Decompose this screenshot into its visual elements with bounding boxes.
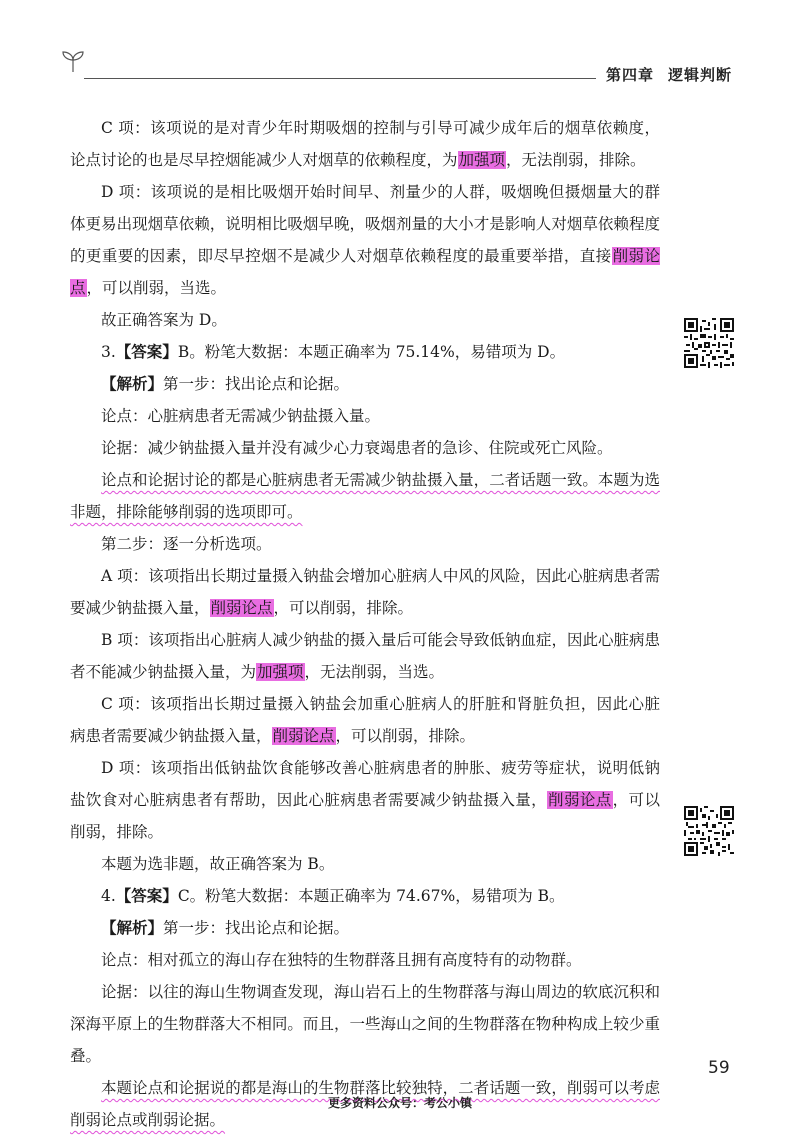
question-3-lundian: 论点：心脏病患者无需减少钠盐摄入量。: [101, 407, 381, 425]
chapter-number: 第四章: [606, 66, 655, 84]
question-3-answer: 3.【答案】B。粉笔大数据：本题正确率为 75.14%，易错项为 D。: [101, 343, 566, 361]
footer-text: 更多资料公众号：考公小镇: [327, 1096, 472, 1110]
page-body: [70, 112, 660, 1136]
qr-code-icon[interactable]: [684, 318, 734, 368]
question-3-analysis: 【解析】第一步：找出论点和论据。: [101, 375, 350, 393]
sprout-icon: [60, 48, 86, 74]
paragraph-option-c: C 项：该项说的是对青少年时期吸烟的控制与引导可减少成年后的烟草依赖度，论点讨论的也是尽早控烟能减少人对烟草的依赖程度，为加强项，无法削弱，排除。: [70, 119, 660, 169]
question-3-lunju: 论据：减少钠盐摄入量并没有减少心力衰竭患者的急诊、住院或死亡风险。: [101, 439, 613, 457]
header-divider: [84, 78, 596, 79]
question-3-option-a: A 项：该项指出长期过量摄入钠盐会增加心脏病人中风的风险，因此心脏病患者需要减少钠盐摄入量，削弱论点，可以削弱，排除。: [70, 567, 660, 617]
qr-code-icon[interactable]: [684, 806, 734, 856]
question-4-analysis: 【解析】第一步：找出论点和论据。: [101, 919, 350, 937]
question-3-summary: 论点和论据讨论的都是心脏病患者无需减少钠盐摄入量，二者话题一致。本题为选非题，排除能够削弱的选项即可。: [70, 471, 660, 521]
highlight-tag: 加强项: [458, 151, 506, 169]
highlight-tag: 削弱论点: [272, 727, 335, 745]
page-header: [0, 0, 800, 100]
paragraph-conclusion: 故正确答案为 D。: [101, 311, 227, 329]
highlight-tag: 削弱论点: [548, 791, 612, 809]
question-4-lundian: 论点：相对孤立的海山存在独特的生物群落且拥有高度特有的动物群。: [101, 951, 582, 969]
section-title: 逻辑判断: [668, 66, 733, 84]
highlight-tag: 加强项: [257, 663, 304, 681]
question-3-end: 本题为选非题，故正确答案为 B。: [101, 855, 335, 873]
chapter-title: [606, 64, 732, 85]
question-4-summary: 本题论点和论据说的都是海山的生物群落比较独特，二者话题一致，削弱可以考虑削弱论点或削弱论据。: [70, 1079, 660, 1129]
question-3-option-c: C 项：该项指出长期过量摄入钠盐会加重心脏病人的肝脏和肾脏负担，因此心脏病患者需要减少钠盐摄入量，削弱论点，可以削弱，排除。: [70, 695, 660, 745]
question-3-step2: 第二步：逐一分析选项。: [101, 535, 272, 553]
question-4-answer: 4.【答案】C。粉笔大数据：本题正确率为 74.67%，易错项为 B。: [101, 887, 565, 905]
question-3-option-b: B 项：该项指出心脏病人减少钠盐的摄入量后可能会导致低钠血症，因此心脏病患者不能减少钠盐摄入量，为加强项，无法削弱，当选。: [70, 631, 660, 681]
page-number: 59: [708, 1058, 730, 1078]
question-3-option-d: D 项：该项指出低钠盐饮食能够改善心脏病患者的肿胀、疲劳等症状，说明低钠盐饮食对心脏病患者有帮助，因此心脏病患者需要减少钠盐摄入量，削弱论点，可以削弱，排除。: [70, 759, 660, 841]
highlight-tag: 削弱论点: [70, 247, 660, 297]
highlight-tag: 削弱论点: [210, 599, 273, 617]
paragraph-option-d: D 项：该项说的是相比吸烟开始时间早、剂量少的人群，吸烟晚但摄烟量大的群体更易出现烟草依赖，说明相比吸烟早晚，吸烟剂量的大小才是影响人对烟草依赖程度的更重要的因素，即尽早控烟不是减少人对烟草依赖程度的最重要举措，直接削弱论点，可以削弱，当选。: [70, 183, 660, 297]
question-4-lunju: 论据：以往的海山生物调查发现，海山岩石上的生物群落与海山周边的软底沉积和深海平原上的生物群落大不相同。而且，一些海山之间的生物群落在物种构成上较少重叠。: [70, 983, 660, 1065]
